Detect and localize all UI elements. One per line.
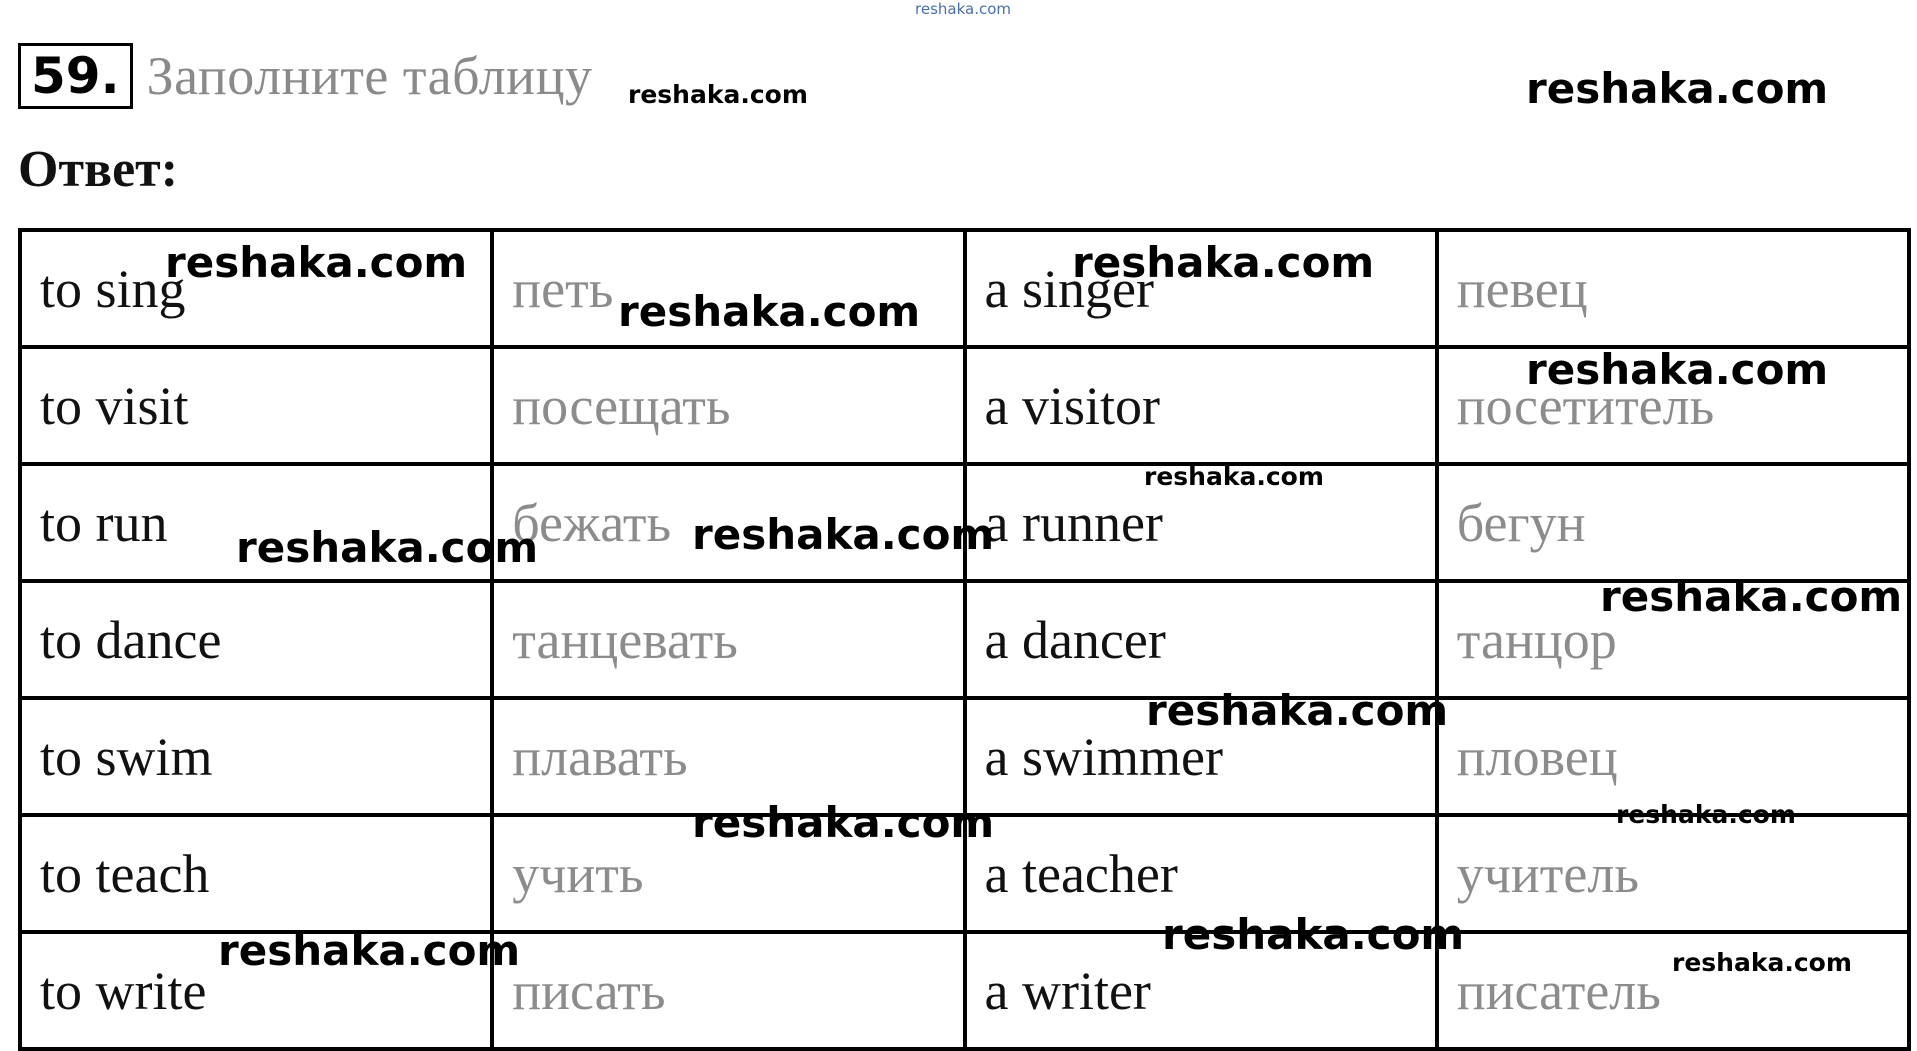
watermark: reshaka.com — [1616, 800, 1796, 829]
noun-translation-cell: певец — [1437, 230, 1909, 347]
watermark: reshaka.com — [692, 798, 995, 847]
noun-cell: a dancer — [965, 581, 1437, 698]
verb-cell: to run — [20, 464, 492, 581]
watermark: reshaka.com — [218, 926, 521, 975]
task-number: 59. — [18, 43, 133, 109]
verb-cell: to write — [20, 932, 492, 1049]
noun-translation-cell: писатель — [1437, 932, 1909, 1049]
verb-cell: to sing — [20, 230, 492, 347]
watermark: reshaka.com — [618, 287, 921, 336]
watermark: reshaka.com — [1526, 345, 1829, 394]
task-title: Заполните таблицу — [146, 46, 593, 106]
verb-translation-cell: посещать — [492, 347, 964, 464]
answer-label: Ответ: — [18, 141, 179, 198]
noun-translation-cell: танцор — [1437, 581, 1909, 698]
watermark: reshaka.com — [1146, 686, 1449, 735]
verb-translation-cell: плавать — [492, 698, 964, 815]
watermark: reshaka.com — [236, 523, 539, 572]
watermark: reshaka.com — [165, 238, 468, 287]
table-row — [20, 932, 1909, 1049]
verb-cell: to swim — [20, 698, 492, 815]
noun-cell: a runner — [965, 464, 1437, 581]
watermark: reshaka.com — [915, 0, 1011, 18]
noun-translation-cell: посетитель — [1437, 347, 1909, 464]
verb-translation-cell: бежать — [492, 464, 964, 581]
noun-cell: a swimmer — [965, 698, 1437, 815]
verb-translation-cell: петь — [492, 230, 964, 347]
noun-cell: a teacher — [965, 815, 1437, 932]
verb-translation-cell: танцевать — [492, 581, 964, 698]
table-row — [20, 815, 1909, 932]
noun-translation-cell: учитель — [1437, 815, 1909, 932]
table-row — [20, 698, 1909, 815]
watermark: reshaka.com — [1162, 910, 1465, 959]
watermark: reshaka.com — [1072, 238, 1375, 287]
task-header — [18, 42, 592, 110]
noun-cell: a singer — [965, 230, 1437, 347]
verb-translation-cell: учить — [492, 815, 964, 932]
table-row — [20, 464, 1909, 581]
table-row — [20, 230, 1909, 347]
verb-cell: to dance — [20, 581, 492, 698]
watermark: reshaka.com — [1526, 64, 1829, 113]
noun-translation-cell: бегун — [1437, 464, 1909, 581]
watermark: reshaka.com — [628, 80, 808, 109]
table-row — [20, 581, 1909, 698]
noun-translation-cell: пловец — [1437, 698, 1909, 815]
table-row — [20, 347, 1909, 464]
verb-translation-cell: писать — [492, 932, 964, 1049]
verb-cell: to teach — [20, 815, 492, 932]
vocabulary-table — [18, 228, 1911, 1051]
watermark: reshaka.com — [1144, 462, 1324, 491]
verb-cell: to visit — [20, 347, 492, 464]
noun-cell: a visitor — [965, 347, 1437, 464]
watermark: reshaka.com — [1600, 572, 1903, 621]
noun-cell: a writer — [965, 932, 1437, 1049]
watermark: reshaka.com — [1672, 948, 1852, 977]
watermark: reshaka.com — [692, 510, 995, 559]
